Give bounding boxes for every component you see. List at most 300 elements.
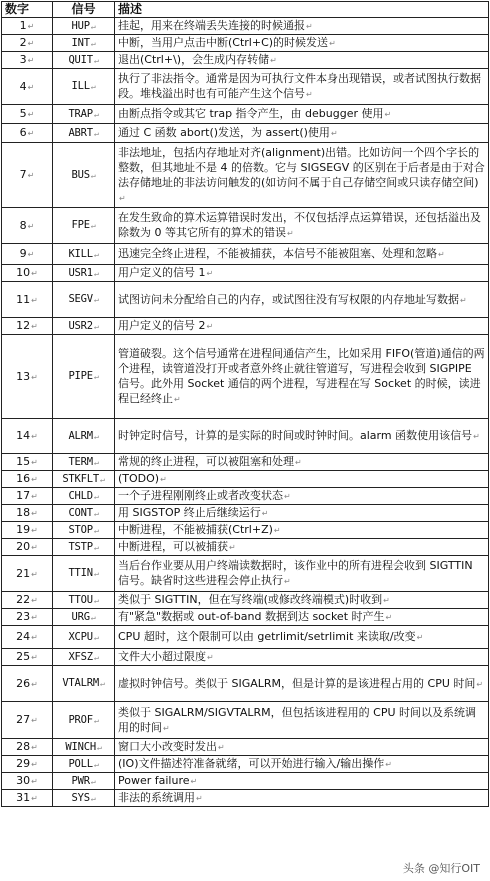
signal-name [53,592,115,609]
cell-text: STOP [68,523,93,536]
cell-text: 16 [16,472,31,485]
paragraph-mark-icon: ↵ [438,250,445,259]
paragraph-mark-icon: ↵ [330,129,338,138]
signal-description [115,790,489,807]
paragraph-mark-icon: ↵ [270,56,277,65]
paragraph-mark-icon: ↵ [416,633,424,642]
signal-name [53,756,115,773]
paragraph-mark-icon: ↵ [207,653,214,662]
signal-number [2,69,53,105]
signal-name [53,208,115,244]
signal-number [2,505,53,522]
paragraph-mark-icon: ↵ [190,777,198,786]
signal-number [2,592,53,609]
signal-name [53,18,115,35]
table-row [2,52,489,69]
cell-text: PIPE [68,370,93,382]
cell-text: 19 [16,523,31,536]
table-row [2,739,489,756]
cell-text: PROF [68,713,93,726]
header-num: 数字 [2,2,53,18]
cell-text: 迅速完全终止进程，不能被捕获，本信号不能被阻塞、处理和忽略 [118,247,437,260]
signal-number [2,419,53,454]
paragraph-mark-icon: ↵ [93,652,99,662]
cell-text: 27 [16,713,31,726]
cell-text: 5 [19,107,27,120]
cell-text: (TODO) [118,472,160,485]
cell-text: 23 [16,610,31,623]
cell-text: 12 [16,319,31,332]
cell-text: 15 [16,455,31,468]
paragraph-mark-icon: ↵ [27,129,35,138]
cell-text: 4 [19,79,27,93]
paragraph-mark-icon: ↵ [31,269,38,278]
table-row [2,335,489,419]
cell-text: 18 [16,506,31,519]
signal-number [2,556,53,592]
paragraph-mark-icon: ↵ [287,229,294,238]
cell-text: URG [71,610,90,623]
cell-text: 13 [16,369,31,383]
paragraph-mark-icon: ↵ [93,542,99,552]
cell-text: 文件大小超过限度 [118,650,206,663]
cell-text: 25 [16,650,31,663]
cell-text: 一个子进程刚刚终止或者改变状态 [118,489,283,502]
table-row [2,626,489,649]
cell-text: 中断，当用户点击中断(Ctrl+C)的时候发送 [118,36,329,49]
signal-name [53,318,115,335]
paragraph-mark-icon: ↵ [90,793,96,803]
paragraph-mark-icon: ↵ [90,776,96,786]
signal-description [115,335,489,419]
cell-text: 类似于 SIGTTIN，但在写终端(或修改终端模式)时收到 [118,593,383,606]
signal-description [115,488,489,505]
paragraph-mark-icon: ↵ [31,596,38,605]
signal-number [2,318,53,335]
cell-text: 1 [19,19,27,32]
table-row [2,471,489,488]
signal-description [115,143,489,208]
cell-text: 24 [16,630,31,643]
paragraph-mark-icon: ↵ [31,458,38,467]
table-row [2,419,489,454]
table-row [2,69,489,105]
table-row [2,505,489,522]
signal-name [53,488,115,505]
cell-text: 非法地址，包括内存地址对齐(alignment)出错。比如访问一个四个字长的整数，但其地址不是 4 的倍数。它与 SIGSEGV 的区别在于后者是由于对合法存储地址的非法访问触发的(如访问不属于自己存储空间或只读存储空间) [118,145,485,189]
cell-text: 7 [19,168,27,181]
signal-name [53,419,115,454]
paragraph-mark-icon: ↵ [295,458,302,467]
paragraph-mark-icon: ↵ [160,475,167,484]
signal-name [53,666,115,702]
paragraph-mark-icon: ↵ [27,39,35,48]
cell-text: 用 SIGSTOP 终止后继续运行 [118,506,261,519]
cell-text: XFSZ [68,650,93,663]
table-body [2,18,489,807]
signal-name [53,626,115,649]
signal-number [2,208,53,244]
signal-number [2,488,53,505]
paragraph-mark-icon: ↵ [31,777,38,786]
paragraph-mark-icon: ↵ [31,543,38,552]
table-row [2,18,489,35]
cell-text: HUP [71,19,90,32]
paragraph-mark-icon: ↵ [27,110,35,119]
cell-text: 常规的终止进程，可以被阻塞和处理 [118,455,294,468]
paragraph-mark-icon: ↵ [119,193,126,203]
paragraph-mark-icon: ↵ [31,613,38,622]
signal-name [53,556,115,592]
signal-number [2,666,53,702]
signal-description [115,265,489,282]
table-row [2,488,489,505]
signal-description [115,773,489,790]
paragraph-mark-icon: ↵ [27,171,35,180]
paragraph-mark-icon: ↵ [31,743,38,752]
cell-text: KILL [68,247,93,260]
cell-text: 通过 C 函数 abort()发送，为 assert()使用 [118,126,330,139]
signal-description [115,18,489,35]
cell-text: VTALRM [62,677,100,689]
cell-text: 30 [16,774,31,787]
paragraph-mark-icon: ↵ [31,526,38,535]
cell-text: 类似于 SIGALRM/SIGVTALRM，但包括该进程用的 CPU 时间以及系统调用的时间 [118,705,477,734]
paragraph-mark-icon: ↵ [31,509,38,518]
signal-number [2,105,53,124]
paragraph-mark-icon: ↵ [90,612,96,622]
paragraph-mark-icon: ↵ [93,268,99,278]
signal-description [115,69,489,105]
signal-name [53,35,115,52]
cell-text: 14 [16,429,31,442]
cell-text: 试图访问未分配给自己的内存，或试图往没有写权限的内存地址写数据 [118,292,459,306]
table-row [2,556,489,592]
table-row [2,208,489,244]
paragraph-mark-icon: ↵ [27,82,35,92]
cell-text: 虚拟时钟信号。类似于 SIGALRM，但是计算的是该进程占用的 CPU 时间 [118,676,476,690]
paragraph-mark-icon: ↵ [206,322,214,331]
cell-text: TERM [68,455,93,468]
table-row [2,522,489,539]
cell-text: 2 [19,36,27,49]
signal-description [115,454,489,471]
signal-description [115,35,489,52]
table-row [2,790,489,807]
paragraph-mark-icon: ↵ [306,90,313,99]
paragraph-mark-icon: ↵ [31,475,38,484]
signal-name [53,335,115,419]
paragraph-mark-icon: ↵ [90,170,96,180]
signal-description [115,739,489,756]
signal-description [115,609,489,626]
signal-number [2,739,53,756]
signal-description [115,626,489,649]
paragraph-mark-icon: ↵ [93,715,99,725]
paragraph-mark-icon: ↵ [31,492,38,501]
cell-text: 22 [16,593,31,606]
signal-number [2,539,53,556]
paragraph-mark-icon: ↵ [27,56,35,65]
table-header-row [2,2,489,18]
cell-text: SYS [71,791,90,804]
table-row [2,282,489,318]
paragraph-mark-icon: ↵ [273,526,281,535]
cell-text: CPU 超时，这个限制可以由 getrlimit/setrlimit 来读取/改变 [118,630,416,643]
paragraph-mark-icon: ↵ [31,322,38,331]
paragraph-mark-icon: ↵ [27,221,35,231]
signal-number [2,124,53,143]
signal-number [2,454,53,471]
cell-text: TTOU [68,593,93,606]
signal-name [53,505,115,522]
paragraph-mark-icon: ↵ [100,679,105,688]
cell-text: 中断进程，不能被捕获(Ctrl+Z) [118,523,273,536]
table-row [2,318,489,335]
signal-description [115,208,489,244]
paragraph-mark-icon: ↵ [31,679,38,689]
paragraph-mark-icon: ↵ [31,372,38,382]
paragraph-mark-icon: ↵ [93,569,99,578]
paragraph-mark-icon: ↵ [31,432,38,441]
signal-description [115,539,489,556]
cell-text: XCPU [68,630,93,643]
signal-number [2,244,53,265]
paragraph-mark-icon: ↵ [329,39,336,48]
paragraph-mark-icon: ↵ [93,431,99,441]
cell-text: TRAP [68,107,93,120]
table-row [2,702,489,739]
cell-text: TTIN [68,567,93,579]
cell-text: 挂起，用来在终端丢失连接的时候通报 [118,19,305,32]
signal-number [2,626,53,649]
cell-text: 在发生致命的算术运算错误时发出，不仅包括浮点运算错误，还包括溢出及除数为 0 等其它所有的算术的错误 [118,211,481,239]
cell-text: 31 [16,791,31,804]
cell-text: 8 [19,218,27,232]
paragraph-mark-icon: ↵ [93,491,99,501]
paragraph-mark-icon: ↵ [31,716,38,725]
cell-text: ABRT [68,126,93,139]
paragraph-mark-icon: ↵ [163,723,170,733]
cell-text: 用户定义的信号 1 [118,266,206,279]
cell-text: POLL [68,757,93,770]
signal-description [115,592,489,609]
signal-number [2,522,53,539]
paragraph-mark-icon: ↵ [31,633,38,642]
signal-name [53,790,115,807]
cell-text: 有"紧急"数据或 out-of-band 数据到达 socket 时产生 [118,610,385,623]
paragraph-mark-icon: ↵ [90,38,96,48]
signal-number [2,773,53,790]
signal-name [53,52,115,69]
cell-text: ILL [71,80,90,92]
paragraph-mark-icon: ↵ [93,525,99,535]
signal-number [2,609,53,626]
cell-text: FPE [71,219,90,231]
table-row [2,105,489,124]
signal-description [115,318,489,335]
paragraph-mark-icon: ↵ [31,569,38,579]
signal-number [2,18,53,35]
paragraph-mark-icon: ↵ [93,321,99,331]
cell-text: Power failure [118,774,190,787]
signal-name [53,143,115,208]
cell-text: WINCH [65,740,96,753]
cell-text: 9 [19,247,27,260]
cell-text: 21 [16,566,31,580]
signal-description [115,756,489,773]
signal-name [53,773,115,790]
signal-number [2,143,53,208]
signal-number [2,282,53,318]
cell-text: (IO)文件描述符准备就绪，可以开始进行输入/输出操作 [118,757,385,770]
table-row [2,592,489,609]
signal-number [2,790,53,807]
signal-name [53,649,115,666]
signal-description [115,702,489,739]
paragraph-mark-icon: ↵ [90,21,96,31]
cell-text: 非法的系统调用 [118,791,195,804]
table-row [2,265,489,282]
signal-name [53,244,115,265]
cell-text: 执行了非法指令。通常是因为可执行文件本身出现错误，或者试图执行数据段。堆栈溢出时也有可能产生这个信号 [118,72,481,100]
header-signal: 信号 [53,2,115,18]
signal-number [2,649,53,666]
signal-number [2,702,53,739]
paragraph-mark-icon: ↵ [31,794,38,803]
paragraph-mark-icon: ↵ [93,759,99,769]
cell-text: 3 [19,53,27,66]
cell-text: USR1 [68,266,93,279]
cell-text: CONT [68,506,93,519]
signal-description [115,419,489,454]
signal-number [2,265,53,282]
paragraph-mark-icon: ↵ [93,109,99,119]
signal-number [2,335,53,419]
cell-text: 时钟定时信号，计算的是实际的时间或时钟时间。alarm 函数使用该信号 [118,429,473,442]
signal-description [115,505,489,522]
paragraph-mark-icon: ↵ [96,742,102,752]
table-row [2,124,489,143]
signal-description [115,649,489,666]
header-description: 描述 [115,2,489,18]
signal-name [53,702,115,739]
table-row [2,454,489,471]
paragraph-mark-icon: ↵ [229,543,236,552]
signal-number [2,756,53,773]
table-row [2,756,489,773]
cell-text: 中断进程，可以被捕获 [118,540,228,553]
paragraph-mark-icon: ↵ [90,221,96,230]
signal-description [115,282,489,318]
paragraph-mark-icon: ↵ [100,474,105,484]
cell-text: 28 [16,740,31,753]
signal-name [53,471,115,488]
signal-number [2,471,53,488]
paragraph-mark-icon: ↵ [27,22,35,31]
paragraph-mark-icon: ↵ [174,395,181,404]
paragraph-mark-icon: ↵ [31,653,38,662]
signal-name [53,609,115,626]
signal-description [115,124,489,143]
signal-name [53,265,115,282]
paragraph-mark-icon: ↵ [284,577,291,586]
cell-text: 26 [16,676,31,690]
signal-name [53,69,115,105]
paragraph-mark-icon: ↵ [385,760,392,769]
signal-number [2,52,53,69]
signal-number [2,35,53,52]
table-row [2,773,489,790]
cell-text: 17 [16,489,31,502]
paragraph-mark-icon: ↵ [93,457,99,467]
cell-text: 20 [16,540,31,553]
paragraph-mark-icon: ↵ [31,295,38,305]
paragraph-mark-icon: ↵ [93,632,99,642]
cell-text: USR2 [68,319,93,332]
signal-description [115,666,489,702]
table-row [2,649,489,666]
signal-name [53,522,115,539]
cell-text: CHLD [68,489,93,502]
paragraph-mark-icon: ↵ [93,55,99,65]
signal-name [53,739,115,756]
cell-text: 管道破裂。这个信号通常在进程间通信产生，比如采用 FIFO(管道)通信的两个进程，读管道没打开或者意外终止就往管道写，写进程会收到 SIGPIPE 信号。此外用 Socket 通信的两个进程，写进程在写 Socket 的时候，读进程已经终止 [118,347,485,405]
paragraph-mark-icon: ↵ [473,432,480,441]
paragraph-mark-icon: ↵ [261,509,269,518]
paragraph-mark-icon: ↵ [284,492,291,501]
paragraph-mark-icon: ↵ [93,128,99,138]
paragraph-mark-icon: ↵ [27,250,35,259]
paragraph-mark-icon: ↵ [93,595,99,605]
signal-description [115,244,489,265]
signal-name [53,124,115,143]
paragraph-mark-icon: ↵ [93,249,99,259]
paragraph-mark-icon: ↵ [206,269,214,278]
table-row [2,244,489,265]
cell-text: 29 [16,757,31,770]
cell-text: ALRM [68,429,93,442]
paragraph-mark-icon: ↵ [90,82,96,91]
cell-text: 窗口大小改变时发出 [118,740,217,753]
signal-table [1,1,489,807]
cell-text: INT [71,36,90,49]
cell-text: 10 [16,266,31,279]
paragraph-mark-icon: ↵ [383,596,390,605]
paragraph-mark-icon: ↵ [384,110,392,119]
cell-text: 6 [19,126,27,139]
paragraph-mark-icon: ↵ [385,613,393,622]
cell-text: 退出(Ctrl+\)，会生成内存转储 [118,53,270,66]
signal-description [115,556,489,592]
paragraph-mark-icon: ↵ [460,295,467,305]
paragraph-mark-icon: ↵ [306,22,313,31]
signal-description [115,105,489,124]
table-row [2,666,489,702]
signal-description [115,52,489,69]
cell-text: STKFLT [62,472,100,485]
signal-name [53,282,115,318]
paragraph-mark-icon: ↵ [93,508,99,518]
table-row [2,609,489,626]
cell-text: QUIT [68,53,93,66]
signal-name [53,454,115,471]
cell-text: 11 [16,292,31,306]
signal-description [115,471,489,488]
paragraph-mark-icon: ↵ [196,794,203,803]
watermark: 头条 @知行OIT [402,862,480,875]
table-row [2,35,489,52]
